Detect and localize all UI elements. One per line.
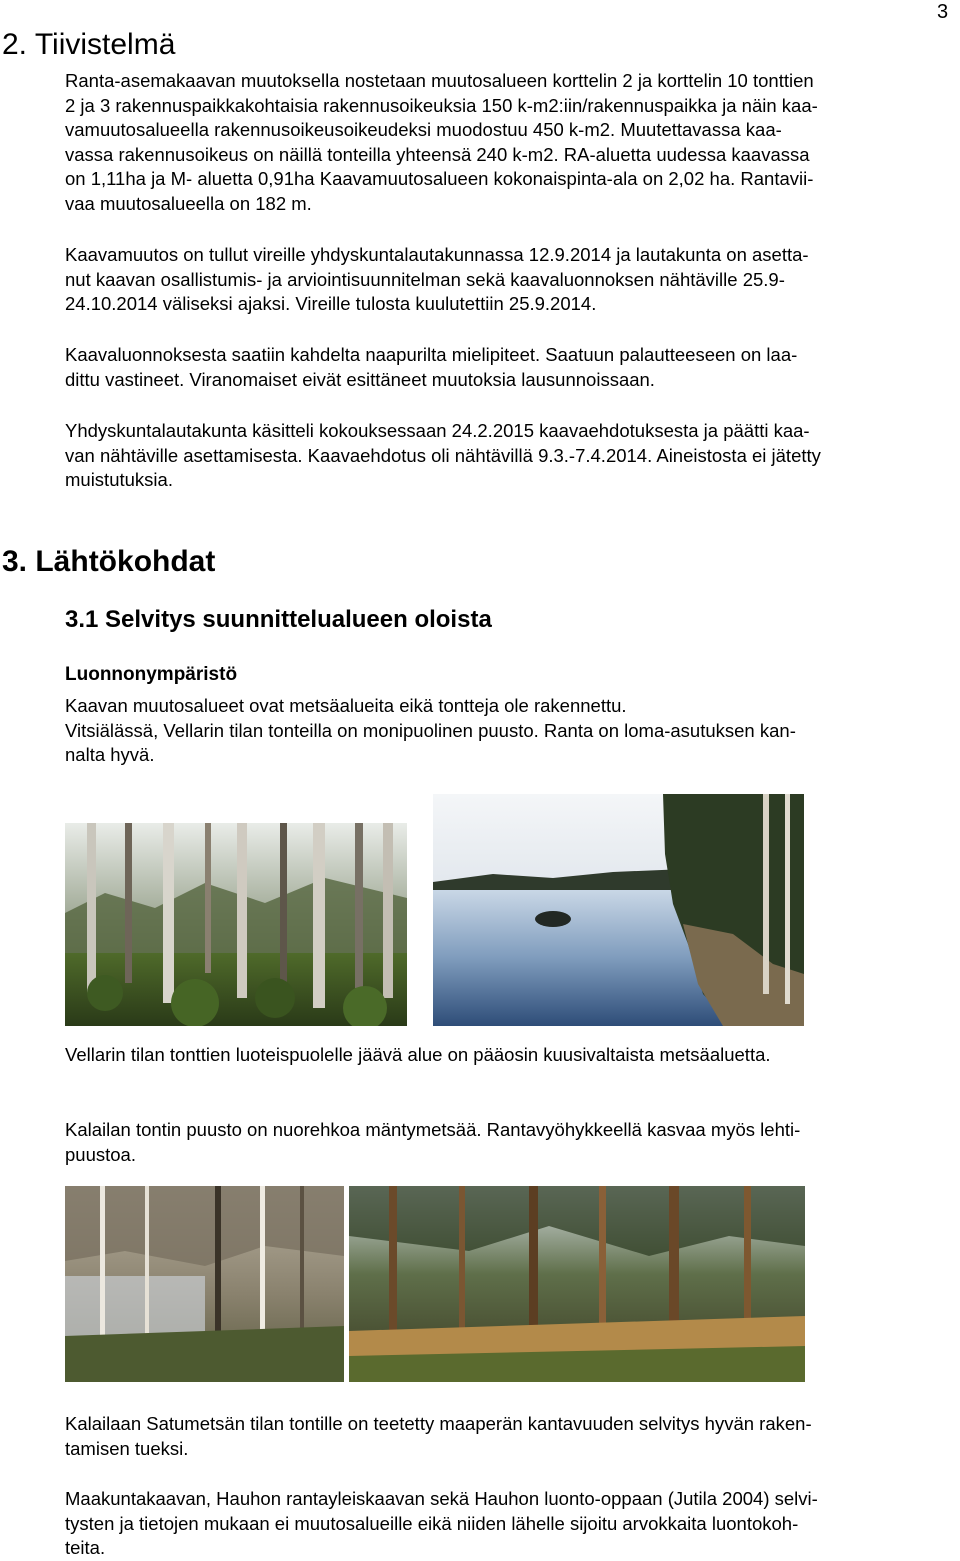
- text-line: teita.: [65, 1537, 106, 1558]
- summary-paragraph-1: [65, 69, 955, 216]
- text-line: Ranta-asemakaavan muutoksella nostetaan muutosalueen korttelin 2 ja korttelin 10 tonttien: [65, 70, 814, 91]
- text-line: 2 ja 3 rakennuspaikkakohtaisia rakennusoikeuksia 150 k-m2:iin/rakennuspaikka ja näin kaa-: [65, 94, 818, 116]
- text-line: nalta hyvä.: [65, 744, 155, 765]
- subsection-3-1-heading: 3.1 Selvitys suunnittelualueen oloista: [65, 606, 492, 633]
- lake-shore-photo: [433, 794, 804, 1026]
- photo-caption-2: [65, 1118, 955, 1167]
- text-line: Kalailaan Satumetsän tilan tontille on teetetty maaperän kantavuuden selvitys hyvän raken-: [65, 1413, 812, 1434]
- text-line: vaa muutosalueella on 182 m.: [65, 192, 312, 214]
- summary-paragraph-4: [65, 419, 955, 493]
- summary-paragraph-2: [65, 243, 955, 317]
- text-line: muistutuksia.: [65, 469, 173, 490]
- closing-paragraph: [65, 1487, 955, 1561]
- text-line: 24.10.2014 väliseksi ajaksi. Vireille tulosta kuulutettiin 25.9.2014.: [65, 293, 597, 314]
- text-line: on 1,11ha ja M- aluetta 0,91ha Kaavamuutosalueen kokonaispinta-ala on 2,02 ha. Rantavii-: [65, 168, 814, 189]
- text-line: Maakuntakaavan, Hauhon rantayleiskaavan sekä Hauhon luonto-oppaan (Jutila 2004) selvi-: [65, 1488, 818, 1509]
- section-3-heading: 3. Lähtökohdat: [2, 545, 216, 578]
- summary-paragraph-3: [65, 343, 955, 392]
- text-line: puustoa.: [65, 1143, 136, 1165]
- text-line: Vitsiälässä, Vellarin tilan tonteilla on monipuolinen puusto. Ranta on loma-asutuksen kan-: [65, 719, 796, 741]
- text-line: dittu vastineet. Viranomaiset eivät esittäneet muutoksia lausunnoissaan.: [65, 368, 655, 390]
- page-number: 3: [937, 1, 949, 23]
- text-line: Kaavaluonnoksesta saatiin kahdelta naapurilta mielipiteet. Saatuun palautteeseen on laa-: [65, 344, 798, 365]
- text-line: van nähtäville asettamisesta. Kaavaehdotus oli nähtävillä 9.3.-7.4.2014. Aineistosta ei jätetty: [65, 444, 821, 466]
- text-line: Kaavamuutos on tullut vireille yhdyskuntalautakunnassa 12.9.2014 ja lautakunta on asetta-: [65, 244, 809, 265]
- text-line: tamisen tueksi.: [65, 1437, 189, 1459]
- nature-intro: [65, 694, 955, 768]
- nature-heading: Luonnonympäristö: [65, 664, 238, 685]
- text-line: Yhdyskuntalautakunta käsitteli kokouksessaan 24.2.2015 kaavaehdotuksesta ja päätti kaa-: [65, 420, 810, 441]
- text-line: Kalailan tontin puusto on nuorehkoa mäntymetsää. Rantavyöhykkeellä kasvaa myös lehti-: [65, 1119, 801, 1140]
- text-line: tysten ja tietojen mukaan ei muutosalueille eikä niiden lähelle sijoitu arvokkaita luontokoh-: [65, 1512, 799, 1534]
- pine-forest-photo: [349, 1186, 805, 1382]
- photo-caption-3: [65, 1412, 955, 1461]
- birch-shore-photo: [65, 1186, 344, 1382]
- text-line: vassa rakennusoikeus on näillä tonteilla yhteensä 240 k-m2. RA-aluetta uudessa kaavassa: [65, 143, 810, 165]
- text-line: vamuutosalueella rakennusoikeusoikeudeksi muodostuu 450 k-m2. Muutettavassa kaa-: [65, 119, 782, 140]
- text-line: Kaavan muutosalueet ovat metsäalueita eikä tontteja ole rakennettu.: [65, 695, 627, 716]
- forest-photo-1: [65, 823, 407, 1026]
- text-line: Vellarin tilan tonttien luoteispuolelle jäävä alue on pääosin kuusivaltaista metsäaluetta.: [65, 1044, 771, 1065]
- text-line: nut kaavan osallistumis- ja arviointisuunnitelman sekä kaavaluonnoksen nähtäville 25.9-: [65, 268, 785, 290]
- photo-caption-1: [65, 1043, 955, 1068]
- section-2-heading: 2. Tiivistelmä: [2, 28, 176, 61]
